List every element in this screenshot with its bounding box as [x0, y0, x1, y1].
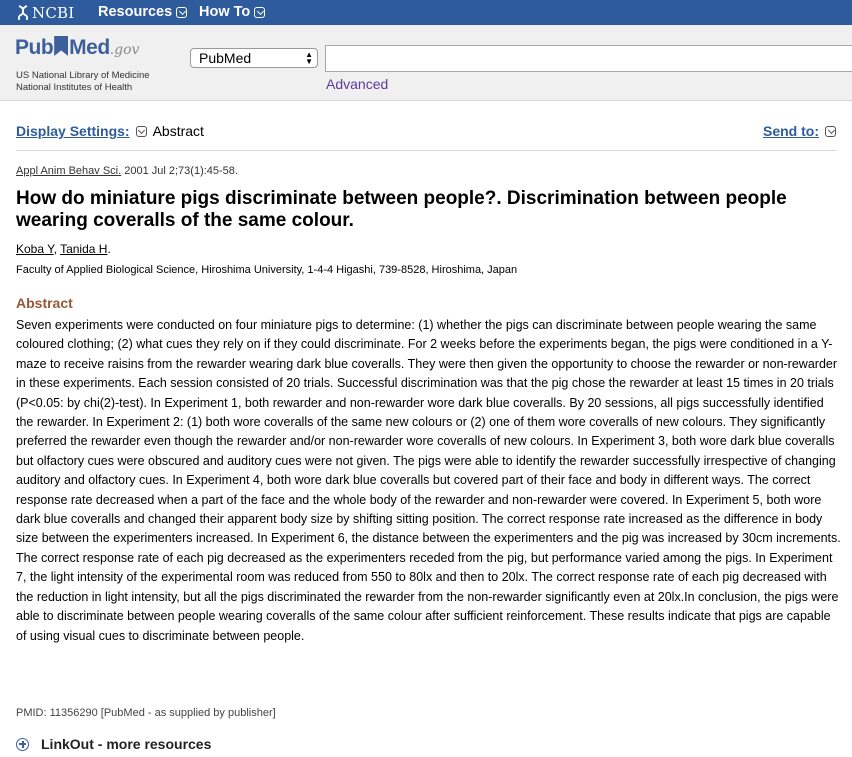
author-link[interactable]: Tanida H [60, 242, 108, 256]
search-header [0, 25, 852, 101]
send-to-link[interactable]: Send to: [763, 123, 819, 139]
logo-pub: Pub [15, 36, 54, 59]
how-to-menu-label: How To [199, 4, 251, 20]
resources-menu-label: Resources [98, 4, 173, 20]
display-settings [16, 123, 204, 139]
display-format: Abstract [152, 123, 204, 139]
pmid-line: PMID: 11356290 [PubMed - as supplied by publisher] [16, 707, 276, 719]
affiliation: Faculty of Applied Biological Science, Hiroshima University, 1-4-4 Higashi, 739-8528, Hiroshima, Japan [16, 264, 518, 276]
abstract-text: Seven experiments were conducted on four miniature pigs to determine: (1) whether the pigs can discriminate between people wearing the same coloured clothing; (2) what cues they rely on if they could discriminate. For 2 weeks before the experiments began, the pigs were conditioned in a Y-maze to receive raisins from the rewarder wearing dark blue coveralls. They were then given the opportunity to choose the rewarder or non-rewarder in these experiments. Each session consisted of 20 trials. Successful discrimination was that the pig chose the rewarder at least 15 times in 20 trials (P<0.05: by chi(2)-test). In Experiment 1, both rewarder and non-rewarder wore dark blue coveralls. By 20 sessions, all pigs successfully identified the rewarder. In Experiment 2: (1) both wore coveralls of the same new colours or (2) one of them wore coveralls of new colours. They significantly preferred the rewarder even though the rewarder and/or non-rewarder wore coveralls of new colours. In Experiment 3, both wore dark blue coveralls but olfactory cues were obscured and auditory cues were not given. The pigs were able to identify the rewarder successfully irrespective of changing auditory and olfactory cues. In Experiment 4, both wore dark blue coveralls but covered part of their face and body in different ways. The correct response rate decreased when a part of the face and the whole body of the rewarder and non-rewarder were covered. In Experiment 5, both wore dark blue coveralls and changed their apparent body size by shifting sitting position. The correct response rate increased as the difference in body size between the experimenters increased. In Experiment 6, the distance between the experimenters and the pig was increased by 30cm increments. The correct response rate of each pig decreased as the experimenters receded from the pig, but performance varied among the pigs. In Experiment 7, the light intensity of the experimental room was reduced from 550 to 80lx and then to 20lx. The correct response rate of each pig decreased with the reduction in light intensity, but all the pigs discriminated the rewarder from the non-rewarder significantly even at 20lx.In conclusion, the pigs were able to discriminate between people wearing coveralls of the same colour after sufficient reinforcement. These results indicate that pigs are capable of using visual cues to discriminate between people. [16, 318, 841, 643]
chevron-down-icon[interactable] [136, 126, 147, 137]
select-arrows-icon: ▲ ▼ [305, 50, 313, 66]
ncbi-helix-icon [17, 5, 29, 21]
journal-link[interactable]: Appl Anim Behav Sci. [16, 165, 122, 177]
citation [16, 165, 238, 177]
logo-med: Med [69, 36, 110, 59]
chevron-down-icon [176, 7, 187, 18]
bookmark-icon [54, 36, 68, 56]
authors: Koba Y, Tanida H. [16, 242, 111, 256]
advanced-search-link[interactable]: Advanced [326, 76, 389, 92]
nlm-caption [16, 70, 150, 94]
linkout-label: LinkOut - more resources [41, 736, 212, 752]
display-settings-link[interactable]: Display Settings: [16, 123, 130, 139]
ncbi-topbar [0, 0, 852, 25]
ncbi-logo[interactable] [17, 3, 74, 22]
how-to-menu[interactable] [199, 4, 265, 20]
nlm-line-2: National Institutes of Health [16, 82, 133, 93]
divider [16, 150, 837, 151]
database-select[interactable] [190, 48, 318, 68]
resources-menu[interactable] [98, 4, 187, 20]
citation-details: 2001 Jul 2;73(1):45-58. [121, 165, 238, 177]
pubmed-logo[interactable] [15, 36, 139, 60]
article-title: How do miniature pigs discriminate between people?. Discrimination between people wearing coveralls of the same colour. [16, 188, 787, 231]
abstract-heading: Abstract [16, 295, 73, 311]
author-link[interactable]: Koba Y [16, 242, 54, 256]
nlm-line-1: US National Library of Medicine [16, 70, 150, 81]
search-input[interactable] [325, 45, 852, 72]
ncbi-logo-text: NCBI [32, 3, 75, 22]
chevron-down-icon[interactable] [825, 126, 836, 137]
database-select-value: PubMed [199, 50, 252, 66]
logo-gov: .gov [109, 42, 140, 58]
chevron-down-icon [254, 7, 265, 18]
send-to [763, 123, 836, 139]
expand-plus-icon [16, 738, 29, 751]
linkout-toggle[interactable] [16, 736, 211, 752]
